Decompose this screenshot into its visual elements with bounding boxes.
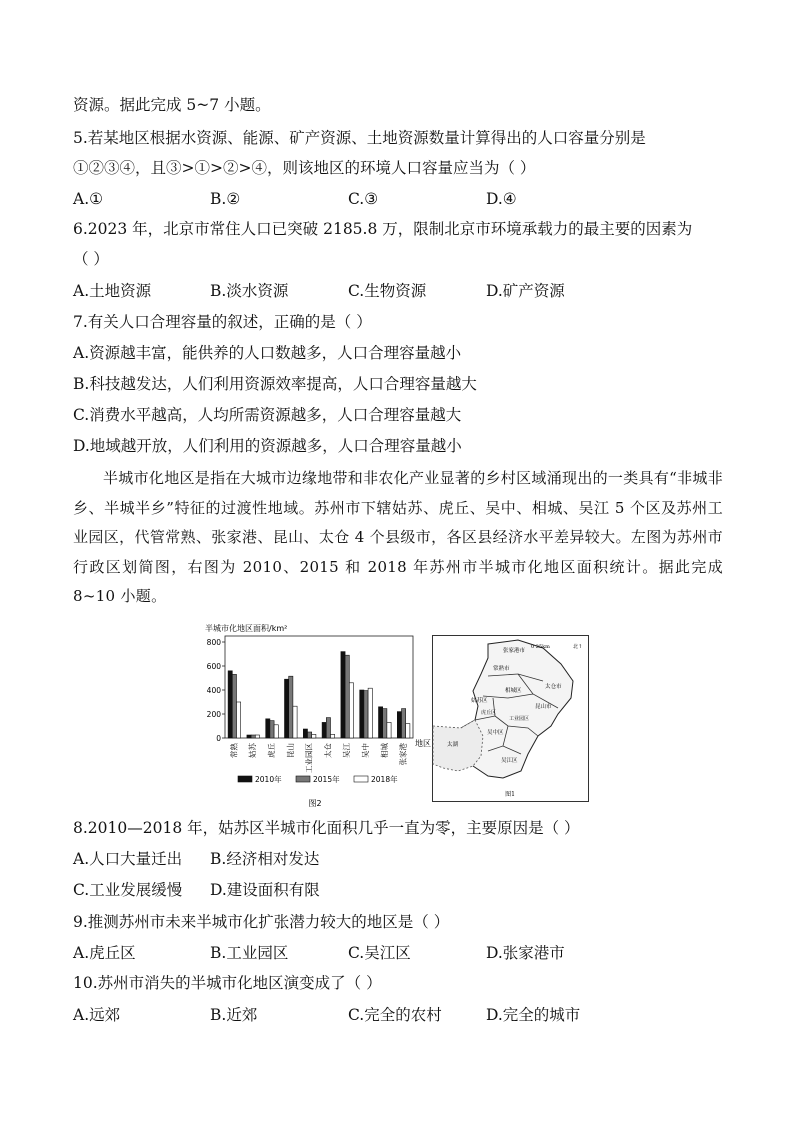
chart-bar (312, 734, 316, 738)
chart-bar (247, 735, 251, 738)
chart-xtick-label: 虎丘 (267, 743, 276, 758)
chart-ytick-label: 0 (216, 734, 221, 743)
map-caption: 图1 (505, 791, 515, 798)
map-scale: 0 25km (531, 644, 550, 650)
chart-caption: 图2 (308, 799, 322, 808)
chart-bar (270, 721, 274, 738)
question-6-stem: 6.2023 年，北京市常住人口已突破 2185.8 万，限制北京市环境承载力的最主要的因素为 (73, 220, 693, 238)
question-10-option-c: C.完全的农村 (348, 1006, 442, 1024)
question-6-option-d: D.矿产资源 (486, 282, 565, 300)
chart-bar (266, 719, 270, 738)
question-6-option-b: B.淡水资源 (210, 282, 289, 300)
chart-bar (387, 722, 391, 738)
question-10-option-b: B.近郊 (210, 1006, 258, 1024)
question-5-stem-2: ①②③④，且③>①>②>④，则该地区的环境人口容量应当为（ ） (73, 159, 536, 177)
chart-bar (228, 671, 232, 738)
question-7-option-d: D.地域越开放，人们利用的资源越多，人口合理容量越小 (73, 437, 462, 455)
map-label-gusu: 姑苏区 (471, 698, 488, 704)
question-6-option-a: A.土地资源 (73, 282, 152, 300)
chart-xlabel: 地区 (415, 739, 431, 748)
chart-legend-swatch (354, 776, 368, 782)
question-9-option-b: B.工业园区 (210, 944, 289, 962)
chart-legend-label: 2015年 (313, 775, 340, 784)
map-label-taicang: 太仓市 (545, 684, 562, 690)
question-7-option-c: C.消费水平越高，人均所需资源越多，人口合理容量越大 (73, 406, 462, 424)
chart-legend-label: 2010年 (255, 775, 282, 784)
chart-bar (364, 691, 368, 738)
question-5-option-d: D.④ (486, 190, 517, 208)
map-label-wuzhong: 吴中区 (487, 730, 504, 736)
passage (73, 464, 723, 612)
intro-tail: 资源。据此完成 5~7 小题。 (73, 96, 271, 114)
chart-xtick-label: 昆山 (285, 743, 295, 758)
question-9-option-c: C.吴江区 (348, 944, 411, 962)
question-5-option-b: B.② (210, 190, 241, 208)
question-8-option-c: C.工业发展缓慢 (73, 881, 183, 899)
map-label-zhangjiagang: 张家港市 (503, 648, 526, 654)
question-9-stem: 9.推测苏州市未来半城市化扩张潜力较大的地区是（ ） (73, 913, 450, 931)
map-label-wujiang: 吴江区 (501, 758, 518, 764)
question-9-option-a: A.虎丘区 (73, 944, 136, 962)
question-9-option-d: D.张家港市 (486, 944, 565, 962)
chart-xticks (228, 743, 407, 773)
chart-legend-swatch (296, 776, 310, 782)
chart-bar (402, 709, 406, 738)
chart-bar (360, 690, 364, 738)
chart-bar (379, 707, 383, 738)
question-10-stem: 10.苏州市消失的半城市化地区演变成了（ ） (73, 974, 382, 992)
chart-bar (341, 652, 345, 738)
chart-xtick-label: 常熟 (229, 743, 239, 758)
map-label-kunshan: 昆山市 (535, 704, 552, 710)
chart-bar (303, 729, 307, 738)
question-6-stem-2: （ ） (73, 250, 109, 268)
chart-bar (406, 724, 410, 738)
suzhou-map (432, 635, 589, 802)
passage-text: 半城市化地区是指在大城市边缘地带和非农化产业显著的乡村区域涌现出的一类具有“非城非乡、半城半乡”特征的过渡性地域。苏州市下辖姑苏、虎丘、吴中、相城、吴江 5 个区及苏州工业园区，代管常熟、张家港、昆山、太仓 4 个县级市，各区县经济水平差异较大。左图为苏州市行政区划简图，右图为 2010、2015 和 2018 年苏州市半城市化地区面积统计。据此完成 8~10 小题。 (73, 469, 723, 605)
chart-legend (238, 774, 398, 784)
chart-ytick-label: 800 (206, 638, 221, 647)
chart-xtick-label: 太仓 (323, 743, 333, 758)
map-label-huqiu: 虎丘区 (481, 710, 497, 716)
chart-bar (368, 688, 372, 738)
question-6-option-c: C.生物资源 (348, 282, 427, 300)
chart-xtick-label: 吴江 (342, 743, 352, 758)
question-8-option-d: D.建设面积有限 (210, 881, 320, 899)
question-8-stem: 8.2010—2018 年，姑苏区半城市化面积几乎一直为零，主要原因是（ ） (73, 819, 580, 837)
chart-xtick-label: 张家港 (398, 743, 408, 766)
chart-bar (255, 735, 259, 738)
chart-bar (237, 702, 241, 738)
chart-bar (383, 709, 387, 738)
map-label-gongyeyuanqu: 工业园区 (509, 716, 530, 722)
chart-xtick-label: 吴中 (361, 743, 370, 758)
question-7-option-a: A.资源越丰富，能供养的人口数越多，人口合理容量越小 (73, 344, 462, 362)
question-8-option-a: A.人口大量迁出 (73, 850, 183, 868)
question-8-option-b: B.经济相对发达 (210, 850, 320, 868)
chart-bar (345, 655, 349, 738)
question-10-option-a: A.远郊 (73, 1006, 121, 1024)
chart-bar (289, 676, 293, 738)
question-5-stem: 5.若某地区根据水资源、能源、矿产资源、土地资源数量计算得出的人口容量分别是 (73, 129, 646, 147)
chart-ytick-label: 600 (206, 662, 221, 671)
chart-legend-swatch (238, 776, 252, 782)
chart-bar (251, 735, 255, 738)
chart-bar (274, 725, 278, 738)
chart-ylabel: 半城市化地区面积/km² (205, 624, 288, 633)
question-5-option-a: A.① (73, 190, 104, 208)
map-label-taihu: 太湖 (447, 742, 459, 748)
chart-ytick-label: 400 (206, 686, 221, 695)
chart-bar (331, 734, 335, 738)
map-north-arrow: 北↑ (573, 644, 583, 650)
map-label-xiangcheng: 相城区 (505, 688, 522, 694)
chart-bar (293, 706, 297, 738)
chart-bar (349, 683, 353, 738)
question-7-stem: 7.有关人口合理容量的叙述，正确的是（ ） (73, 313, 372, 331)
chart-bar (326, 718, 330, 738)
chart-xtick-label: 姑苏 (248, 743, 258, 758)
chart-bar (322, 722, 326, 738)
chart-bar (285, 679, 289, 738)
chart-xtick-label: 相城 (379, 743, 389, 758)
chart-bar (308, 732, 312, 738)
question-5-option-c: C.③ (348, 190, 379, 208)
chart-ytick-label: 200 (206, 710, 221, 719)
chart-bars (228, 652, 410, 738)
chart-xtick-label: 工业园区 (304, 743, 314, 773)
bar-chart (203, 620, 431, 810)
question-7-option-b: B.科技越发达，人们利用资源效率提高，人口合理容量越大 (73, 375, 477, 393)
question-10-option-d: D.完全的城市 (486, 1006, 581, 1024)
chart-bar (232, 674, 236, 738)
chart-bar (397, 712, 401, 738)
map-label-changshu: 常熟市 (493, 666, 510, 672)
chart-legend-label: 2018年 (371, 775, 398, 784)
